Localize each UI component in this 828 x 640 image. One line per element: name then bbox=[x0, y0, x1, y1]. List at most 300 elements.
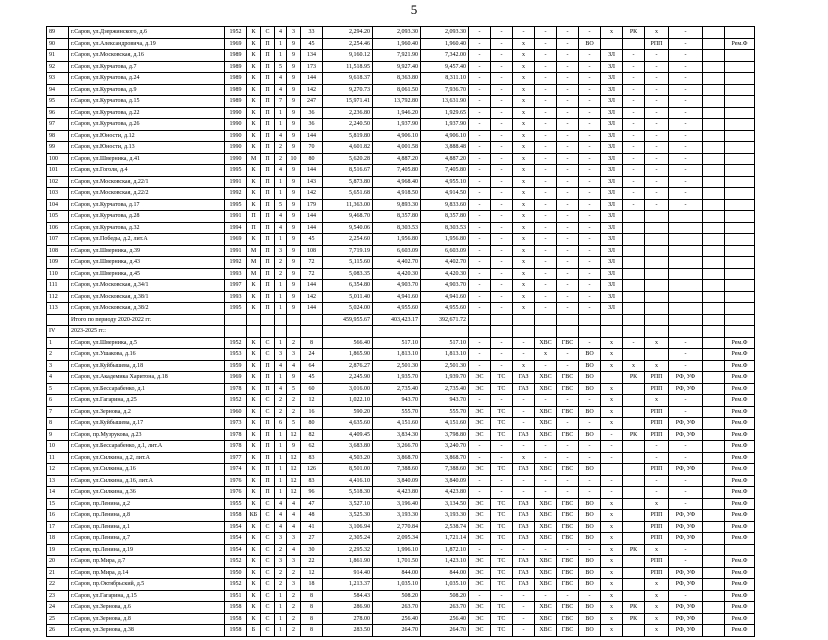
table-cell: 144 bbox=[301, 222, 323, 234]
table-row bbox=[47, 441, 755, 453]
table-cell: - bbox=[669, 395, 703, 407]
table-cell: ГАЗ bbox=[513, 429, 535, 441]
table-cell: РПП bbox=[645, 521, 669, 533]
table-cell: - bbox=[469, 107, 491, 119]
table-cell bbox=[623, 395, 645, 407]
table-cell: - bbox=[513, 418, 535, 430]
table-cell: 7,719.19 bbox=[323, 245, 373, 257]
table-cell: 3,016.00 bbox=[323, 383, 373, 395]
table-cell: 96 bbox=[301, 487, 323, 499]
table-cell: - bbox=[469, 222, 491, 234]
table-cell: х bbox=[513, 50, 535, 62]
table-cell: - bbox=[491, 142, 513, 154]
table-cell: 1 bbox=[275, 280, 287, 292]
table-cell: г.Саров, ул.Гагарина, д.25 bbox=[69, 395, 225, 407]
table-cell: - bbox=[513, 613, 535, 625]
table-cell: 7,405.80 bbox=[421, 165, 469, 177]
table-cell: - bbox=[469, 349, 491, 361]
table-cell: 22 bbox=[47, 579, 69, 591]
table-cell: П bbox=[261, 234, 275, 246]
table-cell: 9,160.12 bbox=[323, 50, 373, 62]
table-cell: ЭС bbox=[469, 372, 491, 384]
table-cell: 1990 bbox=[225, 119, 247, 131]
table-cell: 21 bbox=[47, 567, 69, 579]
table-cell bbox=[669, 257, 703, 269]
table-row bbox=[47, 383, 755, 395]
table-cell: - bbox=[669, 487, 703, 499]
table-cell: 1994 bbox=[225, 222, 247, 234]
table-cell: 6,603.09 bbox=[373, 245, 421, 257]
table-cell: 4,635.60 bbox=[323, 418, 373, 430]
table-cell: 4 bbox=[287, 360, 301, 372]
table-cell: 62 bbox=[301, 441, 323, 453]
table-cell: ГВС bbox=[557, 406, 579, 418]
table-cell: ЗЛ bbox=[601, 119, 623, 131]
table-cell: - bbox=[491, 176, 513, 188]
table-cell: 13,631.90 bbox=[421, 96, 469, 108]
table-cell: 2,240.50 bbox=[323, 119, 373, 131]
table-cell bbox=[645, 349, 669, 361]
table-cell: 1,813.10 bbox=[373, 349, 421, 361]
table-cell: 3,196.40 bbox=[373, 498, 421, 510]
table-cell: - bbox=[669, 556, 703, 568]
table-cell: 1,937.90 bbox=[421, 119, 469, 131]
table-cell: 2,770.84 bbox=[373, 521, 421, 533]
table-cell: 4,914.50 bbox=[421, 188, 469, 200]
table-cell: К bbox=[247, 119, 261, 131]
table-cell: - bbox=[491, 222, 513, 234]
table-row bbox=[47, 602, 755, 614]
table-cell: 9 bbox=[287, 245, 301, 257]
table-cell: 5,620.28 bbox=[323, 153, 373, 165]
table-cell: К bbox=[247, 234, 261, 246]
table-cell: - bbox=[469, 61, 491, 73]
table-cell bbox=[623, 222, 645, 234]
table-cell: ТС bbox=[491, 498, 513, 510]
table-cell: 1 bbox=[275, 50, 287, 62]
table-cell: - bbox=[557, 50, 579, 62]
table-cell: 100 bbox=[47, 153, 69, 165]
table-cell: - bbox=[579, 176, 601, 188]
table-cell: 4,941.60 bbox=[421, 291, 469, 303]
table-cell bbox=[725, 107, 755, 119]
table-cell: Рем.Ф bbox=[725, 521, 755, 533]
table-cell: - bbox=[535, 280, 557, 292]
table-cell bbox=[703, 291, 725, 303]
table-cell: РПП bbox=[645, 418, 669, 430]
table-cell: 264.70 bbox=[421, 625, 469, 637]
table-cell bbox=[623, 464, 645, 476]
table-cell: 2,305.24 bbox=[323, 533, 373, 545]
table-cell: - bbox=[491, 360, 513, 372]
table-cell: - bbox=[645, 176, 669, 188]
table-cell: П bbox=[261, 199, 275, 211]
table-cell: К bbox=[247, 349, 261, 361]
table-cell: 2,735.40 bbox=[421, 383, 469, 395]
table-cell: - bbox=[669, 349, 703, 361]
table-cell: П bbox=[261, 176, 275, 188]
table-cell: П bbox=[261, 475, 275, 487]
table-cell: ЗЛ bbox=[601, 257, 623, 269]
table-cell: К bbox=[247, 176, 261, 188]
table-cell: ГАЗ bbox=[513, 533, 535, 545]
table-cell: 80 bbox=[301, 418, 323, 430]
table-cell: 5 bbox=[275, 199, 287, 211]
table-cell bbox=[725, 153, 755, 165]
table-cell: 92 bbox=[47, 61, 69, 73]
table-cell: 179 bbox=[301, 199, 323, 211]
table-cell: - bbox=[623, 130, 645, 142]
table-row bbox=[47, 406, 755, 418]
table-cell: - bbox=[579, 96, 601, 108]
table-cell: - bbox=[535, 360, 557, 372]
table-cell: 1969 bbox=[225, 38, 247, 50]
table-cell: ЭС bbox=[469, 418, 491, 430]
table-cell bbox=[623, 487, 645, 499]
table-cell bbox=[725, 291, 755, 303]
table-cell: г.Саров, ул.Зернова, д.2 bbox=[69, 406, 225, 418]
table-cell: - bbox=[579, 61, 601, 73]
table-cell: К bbox=[247, 613, 261, 625]
table-cell: 590.20 bbox=[323, 406, 373, 418]
table-cell: г.Саров, пр.Мира, д.14 bbox=[69, 567, 225, 579]
table-cell: - bbox=[669, 73, 703, 85]
table-row bbox=[47, 337, 755, 349]
table-row bbox=[47, 268, 755, 280]
table-cell: 5,651.68 bbox=[323, 188, 373, 200]
table-cell: - bbox=[491, 73, 513, 85]
table-cell: - bbox=[513, 487, 535, 499]
table-cell: - bbox=[513, 337, 535, 349]
table-row bbox=[47, 567, 755, 579]
table-cell: 2,501.30 bbox=[421, 360, 469, 372]
table-cell: ГВС bbox=[557, 498, 579, 510]
table-cell: П bbox=[261, 360, 275, 372]
table-cell: - bbox=[513, 544, 535, 556]
table-cell: - bbox=[645, 119, 669, 131]
table-cell: Рем.Ф bbox=[725, 452, 755, 464]
table-cell: - bbox=[579, 211, 601, 223]
table-cell: 2,254.60 bbox=[323, 234, 373, 246]
table-cell bbox=[725, 130, 755, 142]
table-cell: 13,792.80 bbox=[373, 96, 421, 108]
table-cell: 12 bbox=[287, 429, 301, 441]
table-cell: К bbox=[247, 291, 261, 303]
table-cell: - bbox=[557, 27, 579, 39]
table-cell: х bbox=[645, 590, 669, 602]
table-cell: Рем.Ф bbox=[725, 613, 755, 625]
table-cell: П bbox=[261, 452, 275, 464]
table-cell: 1978 bbox=[225, 383, 247, 395]
table-cell: 144 bbox=[301, 130, 323, 142]
table-cell: С bbox=[261, 395, 275, 407]
table-cell: РПП bbox=[645, 556, 669, 568]
table-cell: х bbox=[513, 303, 535, 315]
table-cell: 98 bbox=[47, 130, 69, 142]
table-row bbox=[47, 349, 755, 361]
table-cell bbox=[703, 475, 725, 487]
table-row bbox=[47, 487, 755, 499]
table-cell: х bbox=[513, 73, 535, 85]
table-cell: 4,887.20 bbox=[373, 153, 421, 165]
table-row bbox=[47, 533, 755, 545]
table-cell: х bbox=[601, 383, 623, 395]
table-cell: П bbox=[261, 441, 275, 453]
table-cell: - bbox=[513, 349, 535, 361]
table-cell: 4 bbox=[275, 521, 287, 533]
table-cell: 12 bbox=[47, 464, 69, 476]
table-cell: 64 bbox=[301, 360, 323, 372]
table-cell: - bbox=[535, 188, 557, 200]
table-cell: - bbox=[513, 406, 535, 418]
table-cell: К bbox=[247, 383, 261, 395]
table-cell bbox=[703, 429, 725, 441]
table-cell: - bbox=[491, 234, 513, 246]
table-cell: К bbox=[247, 50, 261, 62]
table-cell: Рем.Ф bbox=[725, 602, 755, 614]
table-cell bbox=[725, 61, 755, 73]
table-cell: 9 bbox=[287, 84, 301, 96]
table-row bbox=[47, 372, 755, 384]
table-cell bbox=[703, 625, 725, 637]
table-cell: 1992 bbox=[225, 257, 247, 269]
table-cell: х bbox=[601, 521, 623, 533]
table-cell: 4,402.70 bbox=[421, 257, 469, 269]
table-cell: - bbox=[557, 268, 579, 280]
table-cell: ТС bbox=[491, 579, 513, 591]
table-cell: - bbox=[535, 487, 557, 499]
table-cell: РФ, УФ bbox=[669, 510, 703, 522]
table-cell: - bbox=[669, 406, 703, 418]
table-cell: 2 bbox=[275, 257, 287, 269]
table-cell: ЗЛ bbox=[601, 165, 623, 177]
table-cell: - bbox=[535, 452, 557, 464]
table-cell: - bbox=[623, 188, 645, 200]
table-cell: 12 bbox=[287, 475, 301, 487]
table-cell: 9 bbox=[287, 96, 301, 108]
table-cell bbox=[623, 268, 645, 280]
table-cell: 3 bbox=[47, 360, 69, 372]
table-cell: 5,518.30 bbox=[323, 487, 373, 499]
period-total-row bbox=[47, 314, 755, 326]
table-cell bbox=[703, 418, 725, 430]
table-cell: Рем.Ф bbox=[725, 395, 755, 407]
table-cell: 8,501.00 bbox=[323, 464, 373, 476]
table-row bbox=[47, 395, 755, 407]
table-cell: 8,516.67 bbox=[323, 165, 373, 177]
table-cell: М bbox=[247, 268, 261, 280]
table-cell: - bbox=[579, 222, 601, 234]
table-cell bbox=[623, 406, 645, 418]
table-cell: - bbox=[669, 452, 703, 464]
table-row bbox=[47, 498, 755, 510]
table-cell: 1960 bbox=[225, 406, 247, 418]
table-cell: К bbox=[247, 337, 261, 349]
table-cell: 5,011.40 bbox=[323, 291, 373, 303]
table-cell bbox=[703, 84, 725, 96]
table-cell: 26 bbox=[47, 625, 69, 637]
table-cell: - bbox=[645, 142, 669, 154]
table-cell: ВО bbox=[579, 510, 601, 522]
table-cell: х bbox=[513, 176, 535, 188]
table-cell: 1990 bbox=[225, 130, 247, 142]
table-cell: ЭС bbox=[469, 602, 491, 614]
table-cell: - bbox=[513, 441, 535, 453]
table-cell: Рем.Ф bbox=[725, 567, 755, 579]
table-cell: 10 bbox=[287, 153, 301, 165]
table-cell: 508.20 bbox=[421, 590, 469, 602]
table-cell: 1978 bbox=[225, 441, 247, 453]
table-cell: П bbox=[261, 211, 275, 223]
table-cell: ЭС bbox=[469, 556, 491, 568]
table-cell: х bbox=[645, 27, 669, 39]
table-cell: 1993 bbox=[225, 268, 247, 280]
table-cell: 264.70 bbox=[373, 625, 421, 637]
table-cell: - bbox=[469, 176, 491, 188]
table-cell: 9 bbox=[287, 222, 301, 234]
table-cell: 3,193.30 bbox=[421, 510, 469, 522]
table-cell: х bbox=[513, 165, 535, 177]
table-cell: - bbox=[557, 234, 579, 246]
table-cell: 9 bbox=[287, 50, 301, 62]
table-cell: 22 bbox=[301, 556, 323, 568]
table-cell: г.Саров, пр.Мира, д.7 bbox=[69, 556, 225, 568]
table-cell bbox=[645, 268, 669, 280]
table-cell: - bbox=[579, 475, 601, 487]
table-cell: П bbox=[247, 211, 261, 223]
table-row bbox=[47, 521, 755, 533]
table-cell: - bbox=[601, 475, 623, 487]
table-cell: 9,540.06 bbox=[323, 222, 373, 234]
table-cell: - bbox=[623, 50, 645, 62]
table-cell: - bbox=[535, 245, 557, 257]
table-cell: - bbox=[535, 257, 557, 269]
table-cell: 2 bbox=[287, 590, 301, 602]
table-cell: - bbox=[557, 245, 579, 257]
table-cell: ХВС bbox=[535, 625, 557, 637]
table-cell: ЭС bbox=[469, 464, 491, 476]
table-cell: - bbox=[491, 245, 513, 257]
table-cell: г.Саров, ул.Шверника, д.43 bbox=[69, 257, 225, 269]
table-cell: К bbox=[247, 602, 261, 614]
table-cell bbox=[623, 510, 645, 522]
table-cell: г.Саров, ул.Куйбышева, д.18 bbox=[69, 360, 225, 372]
table-cell: - bbox=[491, 27, 513, 39]
table-cell: 1,929.65 bbox=[421, 107, 469, 119]
table-cell: 3 bbox=[275, 556, 287, 568]
table-cell: 9,468.70 bbox=[323, 211, 373, 223]
table-cell: Рем.Ф bbox=[725, 38, 755, 50]
table-cell: 2 bbox=[275, 567, 287, 579]
table-cell bbox=[669, 234, 703, 246]
table-cell: г.Саров, ул.Московская, д.22/2 bbox=[69, 188, 225, 200]
table-cell: ВО bbox=[579, 464, 601, 476]
table-cell: ТС bbox=[491, 372, 513, 384]
table-cell: - bbox=[579, 165, 601, 177]
table-cell: Рем.Ф bbox=[725, 406, 755, 418]
table-cell bbox=[623, 418, 645, 430]
table-cell: 517.10 bbox=[421, 337, 469, 349]
table-cell: 4 bbox=[287, 521, 301, 533]
table-cell: П bbox=[261, 165, 275, 177]
table-cell: 247 bbox=[301, 96, 323, 108]
table-cell: 1973 bbox=[225, 418, 247, 430]
table-cell: г.Саров, ул.Победы, д.2, лит.А bbox=[69, 234, 225, 246]
table-cell bbox=[623, 590, 645, 602]
table-cell: 4,503.20 bbox=[323, 452, 373, 464]
table-cell: 9,833.60 bbox=[421, 199, 469, 211]
table-cell: 1,960.40 bbox=[373, 38, 421, 50]
table-row bbox=[47, 257, 755, 269]
table-cell: ЭС bbox=[469, 533, 491, 545]
table-cell bbox=[703, 61, 725, 73]
table-cell bbox=[703, 613, 725, 625]
table-cell bbox=[703, 567, 725, 579]
table-cell: 45 bbox=[301, 234, 323, 246]
table-cell bbox=[703, 245, 725, 257]
table-cell: П bbox=[261, 268, 275, 280]
table-cell: - bbox=[469, 188, 491, 200]
table-cell: ЗЛ bbox=[601, 142, 623, 154]
table-cell: 4,968.40 bbox=[373, 176, 421, 188]
table-cell: 9 bbox=[287, 280, 301, 292]
table-cell: К bbox=[247, 406, 261, 418]
table-cell bbox=[623, 452, 645, 464]
table-cell: 1952 bbox=[225, 337, 247, 349]
table-cell bbox=[623, 211, 645, 223]
table-cell: 41 bbox=[301, 521, 323, 533]
table-row bbox=[47, 510, 755, 522]
table-cell: 3 bbox=[287, 556, 301, 568]
table-cell: 3,193.30 bbox=[373, 510, 421, 522]
table-cell: К bbox=[247, 27, 261, 39]
table-cell bbox=[623, 349, 645, 361]
table-cell: Рем.Ф bbox=[725, 337, 755, 349]
table-cell: - bbox=[557, 165, 579, 177]
table-cell: 101 bbox=[47, 165, 69, 177]
table-cell: ГВС bbox=[557, 533, 579, 545]
table-cell bbox=[703, 188, 725, 200]
table-cell: ГВС bbox=[557, 383, 579, 395]
table-cell: ЭС bbox=[469, 613, 491, 625]
table-cell bbox=[703, 360, 725, 372]
table-cell: К bbox=[247, 61, 261, 73]
table-cell bbox=[669, 211, 703, 223]
table-cell: К bbox=[247, 533, 261, 545]
table-cell: 16 bbox=[47, 510, 69, 522]
table-cell: С bbox=[261, 590, 275, 602]
table-cell: - bbox=[623, 199, 645, 211]
table-cell bbox=[703, 73, 725, 85]
table-cell: г.Саров, ул.Силкина, д.36 bbox=[69, 487, 225, 499]
table-cell bbox=[703, 521, 725, 533]
table-cell bbox=[669, 291, 703, 303]
table-cell: - bbox=[491, 211, 513, 223]
table-cell: ЗЛ bbox=[601, 176, 623, 188]
table-cell: - bbox=[469, 487, 491, 499]
table-cell: х bbox=[513, 38, 535, 50]
table-cell: - bbox=[491, 50, 513, 62]
table-cell: ВО bbox=[579, 349, 601, 361]
table-cell: 16 bbox=[301, 406, 323, 418]
table-cell: ХВС bbox=[535, 602, 557, 614]
table-cell: - bbox=[557, 211, 579, 223]
table-cell: С bbox=[261, 349, 275, 361]
table-cell: г.Саров, ул.Шверника, д.39 bbox=[69, 245, 225, 257]
table-cell: 2 bbox=[287, 337, 301, 349]
table-cell: г.Саров, ул.Курчатова, д.9 bbox=[69, 84, 225, 96]
table-cell: П bbox=[261, 50, 275, 62]
